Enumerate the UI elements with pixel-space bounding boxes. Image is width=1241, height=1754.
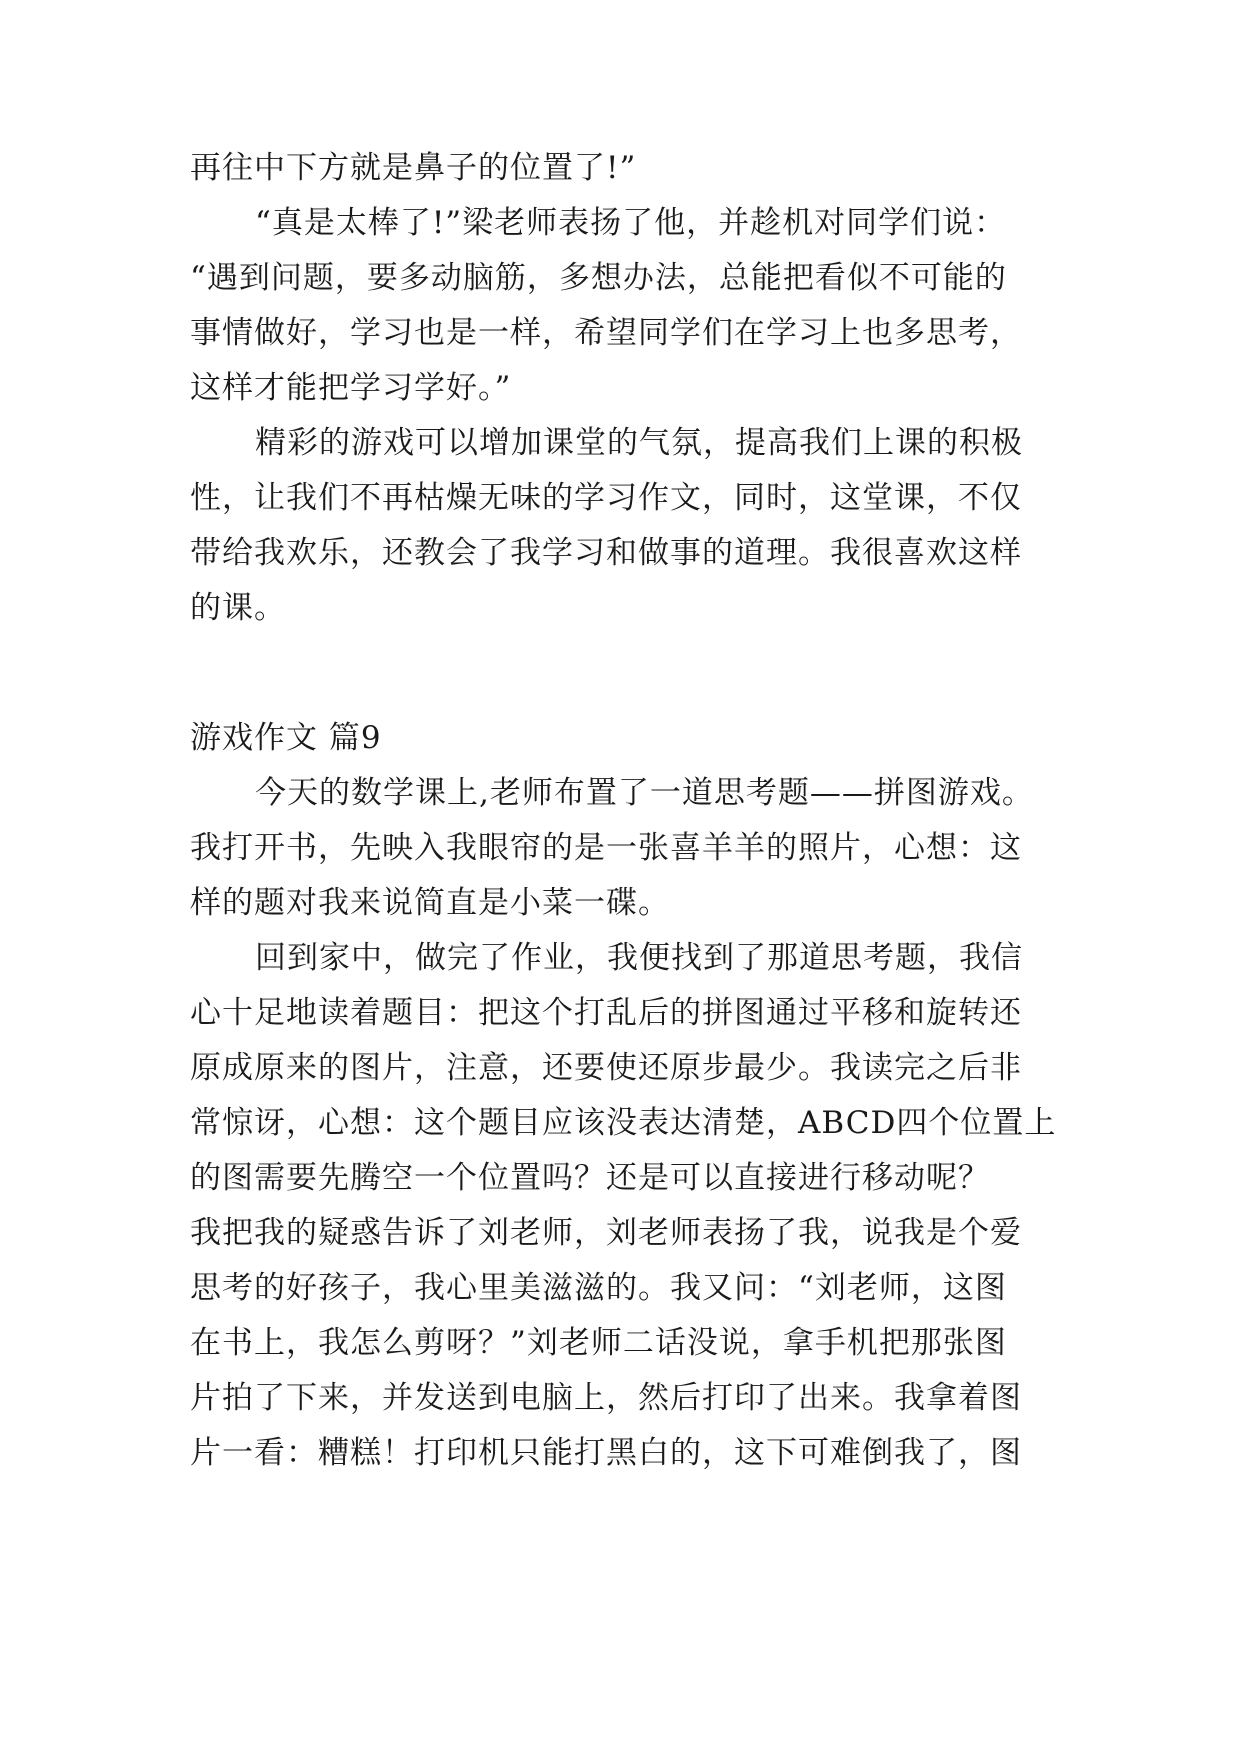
text-line: “遇到问题，要多动脑筋，多想办法，总能把看似不可能的: [190, 260, 1007, 296]
text-line: 今天的数学课上,老师布置了一道思考题——拼图游戏。: [255, 775, 1034, 811]
text-line: 的课。: [190, 590, 286, 626]
text-line: 思考的好孩子，我心里美滋滋的。我又问：“刘老师，这图: [190, 1270, 1007, 1306]
text-line: 这样才能把学习学好。”: [190, 370, 512, 406]
section-heading: 游戏作文 篇9: [190, 720, 382, 756]
text-line: 回到家中，做完了作业，我便找到了那道思考题，我信: [255, 940, 1023, 976]
text-line: 片一看：糟糕！打印机只能打黑白的，这下可难倒我了，图: [190, 1435, 1022, 1471]
text-line: 我打开书，先映入我眼帘的是一张喜羊羊的照片，心想：这: [190, 830, 1022, 866]
text-line: 带给我欢乐，还教会了我学习和做事的道理。我很喜欢这样: [190, 535, 1022, 571]
text-line: 事情做好，学习也是一样，希望同学们在学习上也多思考，: [190, 315, 1022, 351]
text-line: 的图需要先腾空一个位置吗？还是可以直接进行移动呢？: [190, 1160, 990, 1196]
text-line: 性，让我们不再枯燥无味的学习作文，同时，这堂课，不仅: [190, 480, 1022, 516]
text-line: “真是太棒了!”梁老师表扬了他，并趁机对同学们说：: [255, 205, 1007, 241]
text-line: 心十足地读着题目：把这个打乱后的拼图通过平移和旋转还: [190, 995, 1022, 1031]
text-line: 再往中下方就是鼻子的位置了!”: [190, 150, 637, 186]
text-line: 样的题对我来说简直是小菜一碟。: [190, 885, 670, 921]
text-line: 我把我的疑惑告诉了刘老师，刘老师表扬了我，说我是个爱: [190, 1215, 1022, 1251]
text-line: 原成原来的图片，注意，还要使还原步最少。我读完之后非: [190, 1050, 1022, 1086]
text-line: 在书上，我怎么剪呀？”刘老师二话没说，拿手机把那张图: [190, 1325, 1007, 1361]
text-line: 常惊讶，心想：这个题目应该没表达清楚，ABCD四个位置上: [190, 1105, 1057, 1141]
text-line: 精彩的游戏可以增加课堂的气氛，提高我们上课的积极: [255, 425, 1023, 461]
text-line: 片拍了下来，并发送到电脑上，然后打印了出来。我拿着图: [190, 1380, 1022, 1416]
